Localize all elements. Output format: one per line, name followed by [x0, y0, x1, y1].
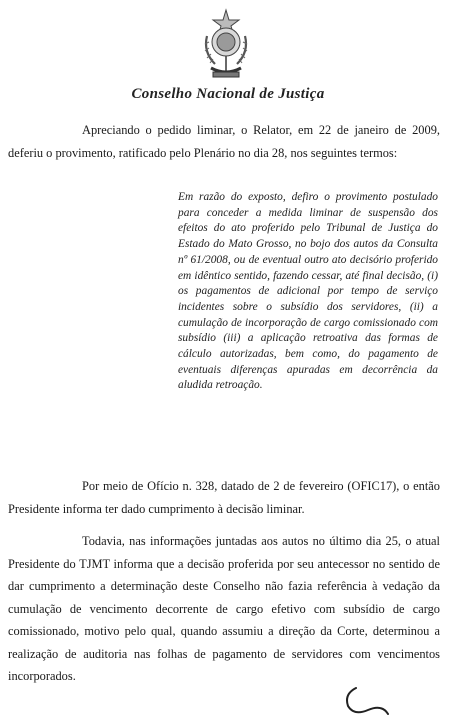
paragraph-liminar-intro: Apreciando o pedido liminar, o Relator, em 22 de janeiro de 2009, deferiu o provimento, ratificado pelo Plenário no dia 28, nos seguintes termos: — [8, 123, 440, 160]
paragraph-oficio: Por meio de Ofício n. 328, datado de 2 de fevereiro (OFIC17), o então Presidente informa ter dado cumprimento à decisão liminar. — [8, 479, 440, 516]
brazil-coat-of-arms-icon — [201, 6, 251, 84]
quoted-decision-block: Em razão do exposto, defiro o provimento postulado para conceder a medida liminar de suspensão dos efeitos do ato proferido pelo Tribunal de Justiça do Estado do Mato Grosso, no bojo dos autos da Consulta nº 61/2008, ou de eventual outro ato decisório proferido em idêntico sentido, fazendo cessar, até final decisão, (i) os pagamentos de adicional por tempo de serviço incidentes sobre o subsídio dos servidores, (ii) a cumulação de incorporação de cargo comissionado com subsídio (iii) a aplicação retroativa das formas de cálculo autorizadas, bem como, do pagamento de eventuais diferenças apuradas em decorrência da aludida retroação. — [178, 191, 438, 392]
handwritten-initial-icon — [336, 680, 396, 720]
council-header-title: Conselho Nacional de Justiça — [131, 86, 325, 102]
paragraph-todavia: Todavia, nas informações juntadas aos autos no último dia 25, o atual Presidente do TJMT informa que a decisão proferida por seu antecessor no sentido de dar cumprimento a determinação deste Conselho não fazia referência à vedação da cumulação de vencimento decorrente de cargo efetivo com subsídio de cargo comissionado, motivo pelo qual, quando assumiu a direção da Corte, determinou a realização de auditoria nas folhas de pagamento de servidores com vencimentos incorporados. — [8, 534, 440, 683]
